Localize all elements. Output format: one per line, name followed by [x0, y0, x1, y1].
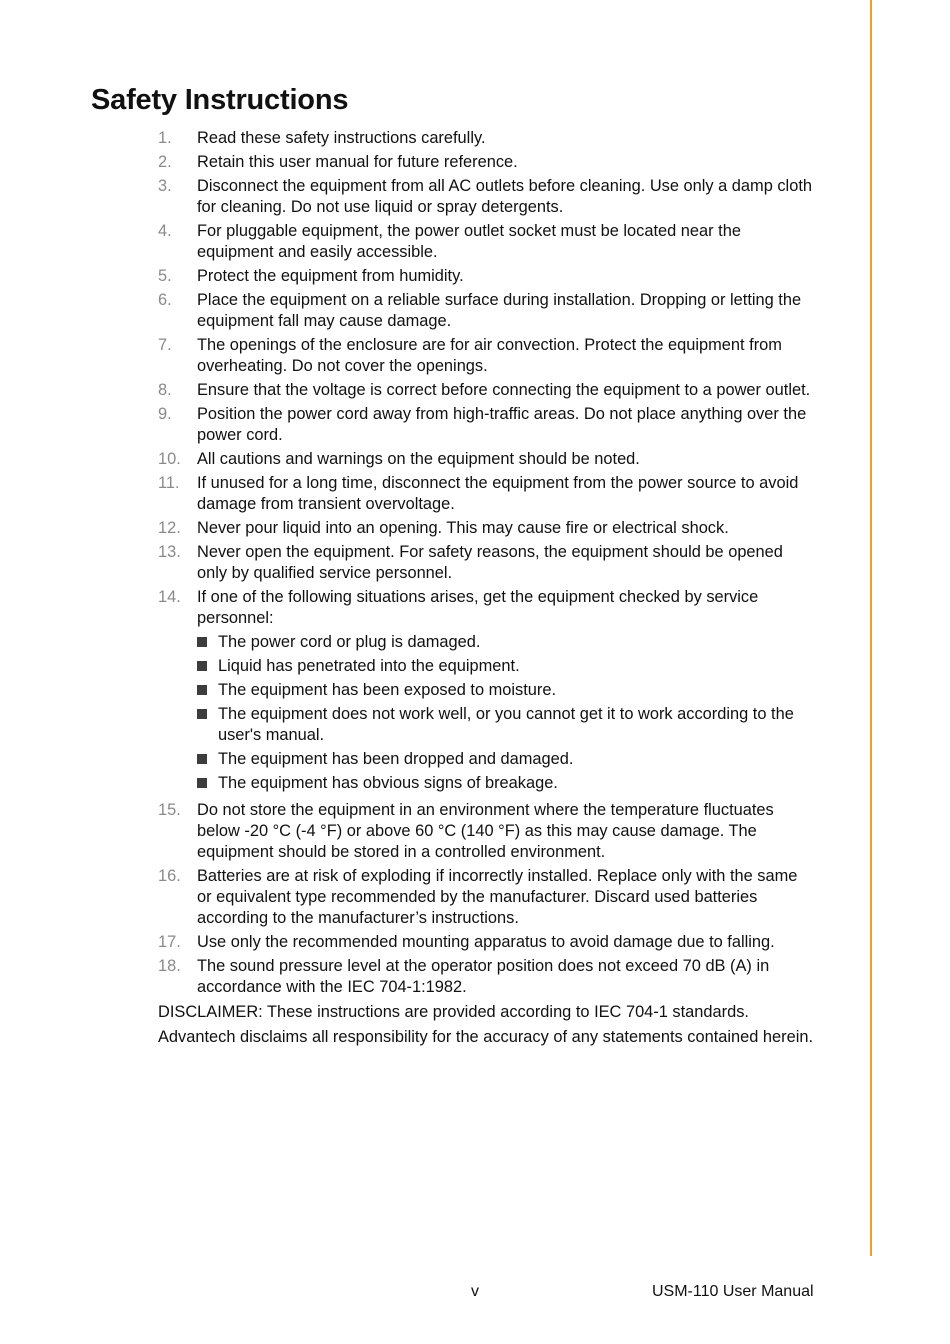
- instruction-item: [158, 800, 816, 863]
- instruction-item: [158, 221, 816, 263]
- item-number: 8.: [158, 381, 172, 399]
- item-number: 18.: [158, 957, 181, 975]
- item-number: 11.: [158, 474, 180, 492]
- item-number: 17.: [158, 933, 181, 951]
- disclaimer-paragraph: DISCLAIMER: These instructions are provided according to IEC 704-1 standards.: [158, 1003, 749, 1021]
- item-text: Read these safety instructions carefully.: [197, 129, 486, 147]
- item-number: 3.: [158, 177, 172, 195]
- item-text: Place the equipment on a reliable surface during installation. Dropping or letting the equipment fall may cause damage.: [197, 291, 802, 330]
- instruction-item: [158, 266, 816, 287]
- item-text: The sound pressure level at the operator position does not exceed 70 dB (A) in accordance with the IEC 704-1:1982.: [197, 957, 770, 996]
- situation-text: The equipment has obvious signs of breakage.: [218, 774, 558, 792]
- instruction-item: [158, 956, 816, 998]
- item-number: 4.: [158, 222, 172, 240]
- instruction-item: [158, 587, 816, 797]
- item-text: If unused for a long time, disconnect the equipment from the power source to avoid damage from transient overvoltage.: [197, 474, 799, 513]
- instruction-item: [158, 380, 816, 401]
- instruction-item: [158, 449, 816, 470]
- situation-text: The equipment does not work well, or you cannot get it to work according to the user's manual.: [218, 705, 794, 744]
- instruction-item: [158, 128, 816, 149]
- square-bullet-icon: [197, 661, 207, 671]
- square-bullet-icon: [197, 685, 207, 695]
- item-text: If one of the following situations arises, get the equipment checked by service personnel:: [197, 588, 759, 627]
- item-text: Use only the recommended mounting apparatus to avoid damage due to falling.: [197, 933, 775, 951]
- item-text: For pluggable equipment, the power outlet socket must be located near the equipment and easily accessible.: [197, 222, 741, 261]
- item-number: 12.: [158, 519, 181, 537]
- item-number: 1.: [158, 129, 172, 147]
- situation-text: The power cord or plug is damaged.: [218, 633, 481, 651]
- situation-list: [197, 632, 816, 794]
- instruction-item: [158, 335, 816, 377]
- item-text: Do not store the equipment in an environment where the temperature fluctuates below -20 °C (-4 °F) or above 60 °C (140 °F) as this may cause damage. The equipment should be stored in a controlled environment.: [197, 801, 774, 861]
- safety-instructions-list: [158, 128, 816, 1048]
- instruction-item: [158, 518, 816, 539]
- situation-item: [197, 680, 816, 701]
- item-text: Protect the equipment from humidity.: [197, 267, 464, 285]
- orange-side-rule: [870, 0, 872, 1256]
- page-number: v: [471, 1283, 479, 1300]
- item-text: Disconnect the equipment from all AC outlets before cleaning. Use only a damp cloth for cleaning. Do not use liquid or spray detergents.: [197, 177, 812, 216]
- item-text: Retain this user manual for future reference.: [197, 153, 518, 171]
- item-number: 15.: [158, 801, 181, 819]
- item-text: Never open the equipment. For safety reasons, the equipment should be opened only by qualified service personnel.: [197, 543, 783, 582]
- situation-item: [197, 704, 816, 746]
- square-bullet-icon: [197, 754, 207, 764]
- item-number: 14.: [158, 588, 181, 606]
- situation-item: [197, 773, 816, 794]
- item-number: 13.: [158, 543, 181, 561]
- page-title: Safety Instructions: [91, 84, 349, 116]
- instruction-item: [158, 542, 816, 584]
- manual-name: USM-110 User Manual: [652, 1283, 814, 1300]
- item-text: All cautions and warnings on the equipment should be noted.: [197, 450, 640, 468]
- item-text: Position the power cord away from high-traffic areas. Do not place anything over the power cord.: [197, 405, 807, 444]
- item-number: 9.: [158, 405, 172, 423]
- item-number: 7.: [158, 336, 172, 354]
- item-body: [197, 587, 816, 797]
- instruction-item: [158, 290, 816, 332]
- square-bullet-icon: [197, 778, 207, 788]
- item-text: Batteries are at risk of exploding if incorrectly installed. Replace only with the same or equivalent type recommended by the manufacturer. Discard used batteries according to the manufacturer’s instructions.: [197, 867, 798, 927]
- situation-item: [197, 656, 816, 677]
- instruction-item: [158, 404, 816, 446]
- situation-text: The equipment has been dropped and damaged.: [218, 750, 574, 768]
- instruction-item: [158, 152, 816, 173]
- item-text: Ensure that the voltage is correct before connecting the equipment to a power outlet.: [197, 381, 811, 399]
- square-bullet-icon: [197, 709, 207, 719]
- situation-text: Liquid has penetrated into the equipment.: [218, 657, 520, 675]
- item-number: 16.: [158, 867, 181, 885]
- situation-item: [197, 749, 816, 770]
- instruction-item: [158, 176, 816, 218]
- item-number: 5.: [158, 267, 172, 285]
- situation-item: [197, 632, 816, 653]
- item-text: Never pour liquid into an opening. This may cause fire or electrical shock.: [197, 519, 729, 537]
- situation-text: The equipment has been exposed to moisture.: [218, 681, 557, 699]
- instruction-item: [158, 932, 816, 953]
- item-number: 2.: [158, 153, 172, 171]
- square-bullet-icon: [197, 637, 207, 647]
- instruction-item: [158, 866, 816, 929]
- item-text: The openings of the enclosure are for air convection. Protect the equipment from overheating. Do not cover the openings.: [197, 336, 782, 375]
- responsibility-paragraph: Advantech disclaims all responsibility for the accuracy of any statements contained herein.: [158, 1028, 814, 1046]
- item-number: 10.: [158, 450, 181, 468]
- instruction-item: [158, 473, 816, 515]
- item-number: 6.: [158, 291, 172, 309]
